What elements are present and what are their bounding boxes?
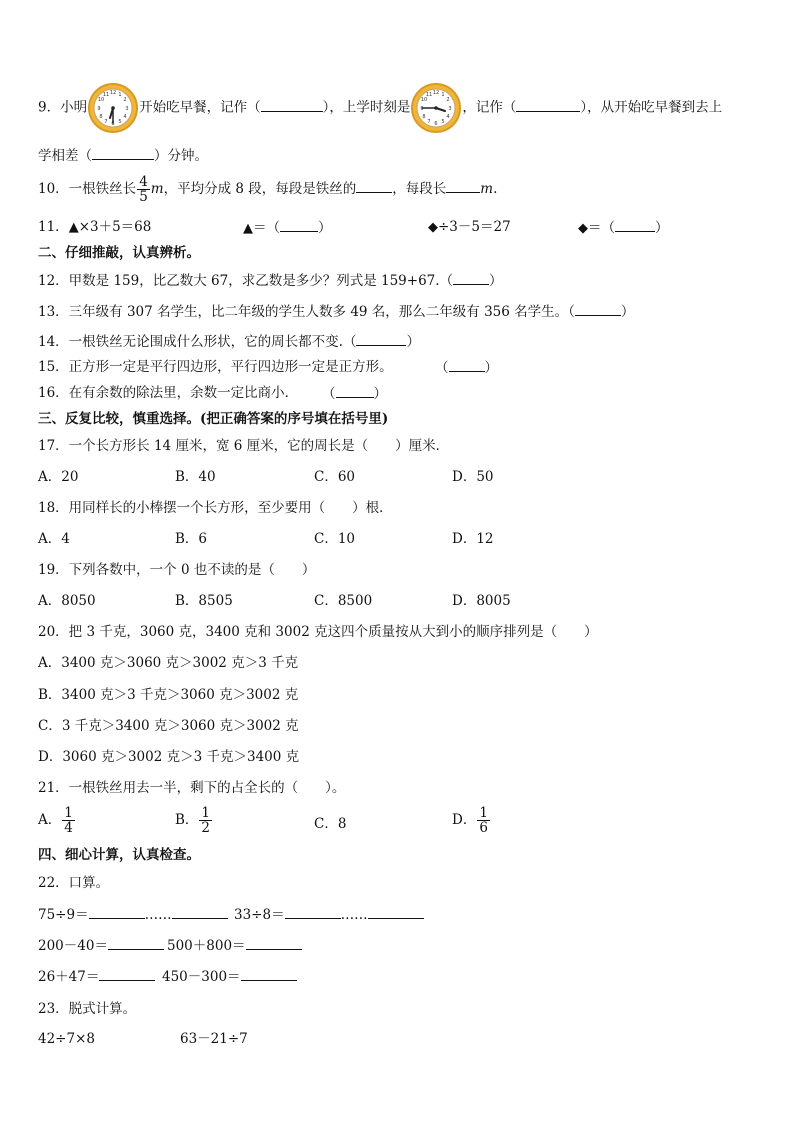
q16-open: （ xyxy=(322,386,336,402)
q11-number: 11． xyxy=(38,219,69,235)
q10-text-1: 10．一根铁丝长 xyxy=(38,181,137,197)
svg-text:6: 6 xyxy=(434,121,438,127)
question-22-title: 22．口算。 xyxy=(38,875,110,891)
q11-equals-2: ＝（ xyxy=(588,220,615,236)
svg-text:12: 12 xyxy=(109,90,117,96)
q21-a-label: A． xyxy=(38,812,62,828)
q21-d-label: D． xyxy=(452,812,477,828)
q11-equation-1: ×3＋5＝68 xyxy=(78,219,152,235)
diamond-icon: ◆ xyxy=(428,220,438,235)
q20-option-d[interactable]: D．3060 克＞3002 克＞3 千克＞3400 克 xyxy=(38,749,300,765)
q9-text-7: ）分钟。 xyxy=(154,148,208,164)
q22-row-3b xyxy=(162,967,297,986)
svg-text:7: 7 xyxy=(427,119,431,125)
q20-option-b[interactable]: B．3400 克＞3 千克＞3060 克＞3002 克 xyxy=(38,687,299,703)
question-14 xyxy=(38,332,420,351)
question-17: 17．一个长方形长 14 厘米，宽 6 厘米，它的周长是（ ）厘米． xyxy=(38,438,450,454)
question-15 xyxy=(38,358,393,376)
q22-blank-5[interactable] xyxy=(99,967,155,981)
q15-close: ） xyxy=(484,360,498,376)
q21-option-c[interactable]: C．8 xyxy=(314,816,347,832)
q22-blank-2r[interactable] xyxy=(368,905,424,919)
q22-blank-4[interactable] xyxy=(246,936,302,950)
triangle-icon-2: ▲ xyxy=(243,221,253,236)
q18-option-a[interactable]: A．4 xyxy=(38,531,70,547)
question-11 xyxy=(38,218,151,237)
q17-option-d[interactable]: D．50 xyxy=(452,469,494,485)
q21-b-denominator: 2 xyxy=(201,820,211,836)
svg-text:10: 10 xyxy=(421,97,428,103)
q22-expr-2: 33÷8＝ xyxy=(234,907,285,923)
question-9-line2 xyxy=(38,146,208,165)
q15-blank[interactable] xyxy=(449,358,485,372)
q13-text: 13．三年级有 307 名学生，比二年级的学生人数多 49 名，那么二年级有 356 名学生。（ xyxy=(38,304,575,320)
question-23-title: 23．脱式计算。 xyxy=(38,1001,137,1017)
question-19: 19．下列各数中，一个 0 也不读的是（ ） xyxy=(38,562,316,578)
svg-text:5: 5 xyxy=(118,119,122,125)
svg-text:7: 7 xyxy=(104,119,108,125)
q13-close: ） xyxy=(620,304,635,320)
triangle-icon: ▲ xyxy=(68,220,79,235)
q22-blank-3[interactable] xyxy=(108,936,164,950)
q21-option-a[interactable] xyxy=(38,806,76,835)
clock-icon-school xyxy=(410,82,462,134)
q12-close: ） xyxy=(489,273,503,289)
q10-text-3: ，每段长 xyxy=(392,181,447,197)
q21-option-d[interactable] xyxy=(452,806,491,835)
q10-blank-1[interactable] xyxy=(356,179,392,193)
question-13 xyxy=(38,302,634,321)
q18-option-c[interactable]: C．10 xyxy=(314,531,356,547)
q22-row-1b xyxy=(234,905,424,924)
question-20: 20．把 3 千克，3060 克，3400 克和 3002 克这四个质量按从大到小的顺序排列是（ ） xyxy=(38,624,598,640)
svg-text:3: 3 xyxy=(448,106,452,112)
clock-icon-breakfast xyxy=(87,82,139,134)
section-4-heading: 四、细心计算，认真检查。 xyxy=(38,847,200,863)
q11-close-2: ） xyxy=(655,220,669,236)
q16-close: ） xyxy=(373,386,387,402)
q17-option-c[interactable]: C．60 xyxy=(314,469,356,485)
q19-option-c[interactable]: C．8500 xyxy=(314,593,373,609)
q22-expr-5: 26＋47＝ xyxy=(38,969,100,985)
q22-blank-6[interactable] xyxy=(241,967,297,981)
q21-d-denominator: 6 xyxy=(479,820,488,836)
q22-dots-1: …… xyxy=(144,907,172,923)
q18-option-b[interactable]: B．6 xyxy=(175,531,208,547)
q23-expr-1: 42÷7×8 xyxy=(38,1031,95,1047)
q10-text-2: ，平均分成 8 段，每段是铁丝的 xyxy=(163,181,357,197)
question-18: 18．用同样长的小棒摆一个长方形，至少要用（ ）根． xyxy=(38,500,393,516)
q16-blank[interactable] xyxy=(336,384,374,398)
q17-option-b[interactable]: B．40 xyxy=(175,469,216,485)
svg-text:5: 5 xyxy=(441,119,445,125)
diamond-icon-2: ◆ xyxy=(578,221,588,236)
svg-text:4: 4 xyxy=(123,114,127,120)
q10-unit-2: m xyxy=(480,181,494,197)
q12-blank[interactable] xyxy=(453,271,489,285)
q22-row-2b xyxy=(167,936,302,955)
q10-unit: m xyxy=(150,181,164,197)
svg-text:4: 4 xyxy=(446,114,450,120)
q11-equals-1: ＝（ xyxy=(253,220,280,236)
q17-option-a[interactable]: A．20 xyxy=(38,469,79,485)
svg-text:6: 6 xyxy=(111,121,115,127)
q22-dots-2: …… xyxy=(340,907,368,923)
q9-text-6: 学相差（ xyxy=(38,148,92,164)
question-12 xyxy=(38,271,503,290)
q9-blank-1[interactable] xyxy=(261,98,323,112)
svg-text:8: 8 xyxy=(422,114,426,120)
q14-text: 14．一根铁丝无论围成什么形状，它的周长都不变.（ xyxy=(38,334,357,350)
q21-b-fraction xyxy=(199,806,212,835)
q20-option-c[interactable]: C．3 千克＞3400 克＞3060 克＞3002 克 xyxy=(38,718,299,734)
q11-close-1: ） xyxy=(318,220,332,236)
q22-row-1a xyxy=(38,905,228,924)
q20-option-a[interactable]: A．3400 克＞3060 克＞3002 克＞3 千克 xyxy=(38,655,299,671)
svg-text:9: 9 xyxy=(97,106,101,112)
svg-text:11: 11 xyxy=(426,92,433,98)
q21-a-fraction xyxy=(62,806,75,835)
question-16 xyxy=(38,384,298,402)
svg-text:12: 12 xyxy=(433,90,440,96)
q16-answer xyxy=(322,384,387,403)
q11-blank-1[interactable] xyxy=(280,218,318,232)
svg-text:2: 2 xyxy=(123,97,127,103)
q14-close: ） xyxy=(406,334,420,350)
q10-numerator: 4 xyxy=(139,174,148,190)
svg-text:9: 9 xyxy=(420,106,424,112)
q14-blank[interactable] xyxy=(356,332,406,346)
q19-option-a[interactable]: A．8050 xyxy=(38,593,96,609)
svg-text:1: 1 xyxy=(441,92,445,98)
q9-blank-3[interactable] xyxy=(92,146,154,160)
q22-expr-1: 75÷9＝ xyxy=(38,907,89,923)
q9-text-1: 9．小明 xyxy=(38,99,88,116)
q10-text-4: . xyxy=(493,181,498,197)
q9-text-2: 开始吃早餐，记作（ xyxy=(139,99,261,116)
q15-open: （ xyxy=(435,360,449,376)
svg-text:3: 3 xyxy=(125,106,129,112)
q22-expr-4: 500＋800＝ xyxy=(167,938,246,954)
section-2-heading: 二、仔细推敲，认真辨析。 xyxy=(38,245,200,261)
svg-text:8: 8 xyxy=(99,114,103,120)
q9-text-4: ，记作（ xyxy=(462,99,517,116)
q11-blank-2[interactable] xyxy=(615,218,655,232)
q21-d-numerator: 1 xyxy=(479,805,488,821)
svg-text:11: 11 xyxy=(102,92,110,98)
q23-expr-2: 63－21÷7 xyxy=(180,1031,248,1047)
q22-row-3a xyxy=(38,967,155,986)
q18-option-d[interactable]: D．12 xyxy=(452,531,494,547)
q11-diamond-equation xyxy=(428,218,511,237)
q22-row-2a xyxy=(38,936,164,955)
q19-option-d[interactable]: D．8005 xyxy=(452,593,511,609)
q10-fraction xyxy=(137,175,150,204)
q22-expr-3: 200－40＝ xyxy=(38,938,108,954)
q19-option-b[interactable]: B．8505 xyxy=(175,593,233,609)
q21-d-fraction xyxy=(477,806,490,835)
q12-text: 12．甲数是 159，比乙数大 67，求乙数是多少？列式是 159+67.（ xyxy=(38,273,454,289)
q15-answer xyxy=(435,358,498,377)
q9-text-3: ），上学时刻是 xyxy=(322,99,411,116)
q13-blank[interactable] xyxy=(575,302,621,316)
q22-blank-1[interactable] xyxy=(89,905,145,919)
q16-text: 16．在有余数的除法里，余数一定比商小． xyxy=(38,385,299,401)
q21-b-numerator: 1 xyxy=(201,805,211,821)
question-9-line1 xyxy=(38,82,722,134)
q15-text: 15．正方形一定是平行四边形，平行四边形一定是正方形。 xyxy=(38,359,393,375)
q11-triangle-answer xyxy=(243,218,332,238)
q22-blank-1r[interactable] xyxy=(172,905,228,919)
q11-equation-2: ÷3－5＝27 xyxy=(438,219,511,235)
q22-expr-6: 450－300＝ xyxy=(162,969,241,985)
svg-text:2: 2 xyxy=(446,97,450,103)
q21-a-numerator: 1 xyxy=(64,805,73,821)
q21-a-denominator: 4 xyxy=(64,820,73,836)
q10-denominator: 5 xyxy=(139,189,148,205)
svg-text:10: 10 xyxy=(97,97,105,103)
svg-text:1: 1 xyxy=(118,92,122,98)
q21-b-label: B． xyxy=(175,812,199,828)
q22-blank-2[interactable] xyxy=(285,905,341,919)
q10-blank-2[interactable] xyxy=(446,179,480,193)
question-10 xyxy=(38,175,497,204)
q9-blank-2[interactable] xyxy=(516,98,580,112)
q9-text-5: ），从开始吃早餐到去上 xyxy=(580,99,723,116)
question-21: 21．一根铁丝用去一半，剩下的占全长的（ ）。 xyxy=(38,780,346,796)
section-3-heading: 三、反复比较，慎重选择。(把正确答案的序号填在括号里) xyxy=(38,411,389,427)
q21-option-b[interactable] xyxy=(175,806,213,835)
q11-diamond-answer xyxy=(578,218,669,238)
